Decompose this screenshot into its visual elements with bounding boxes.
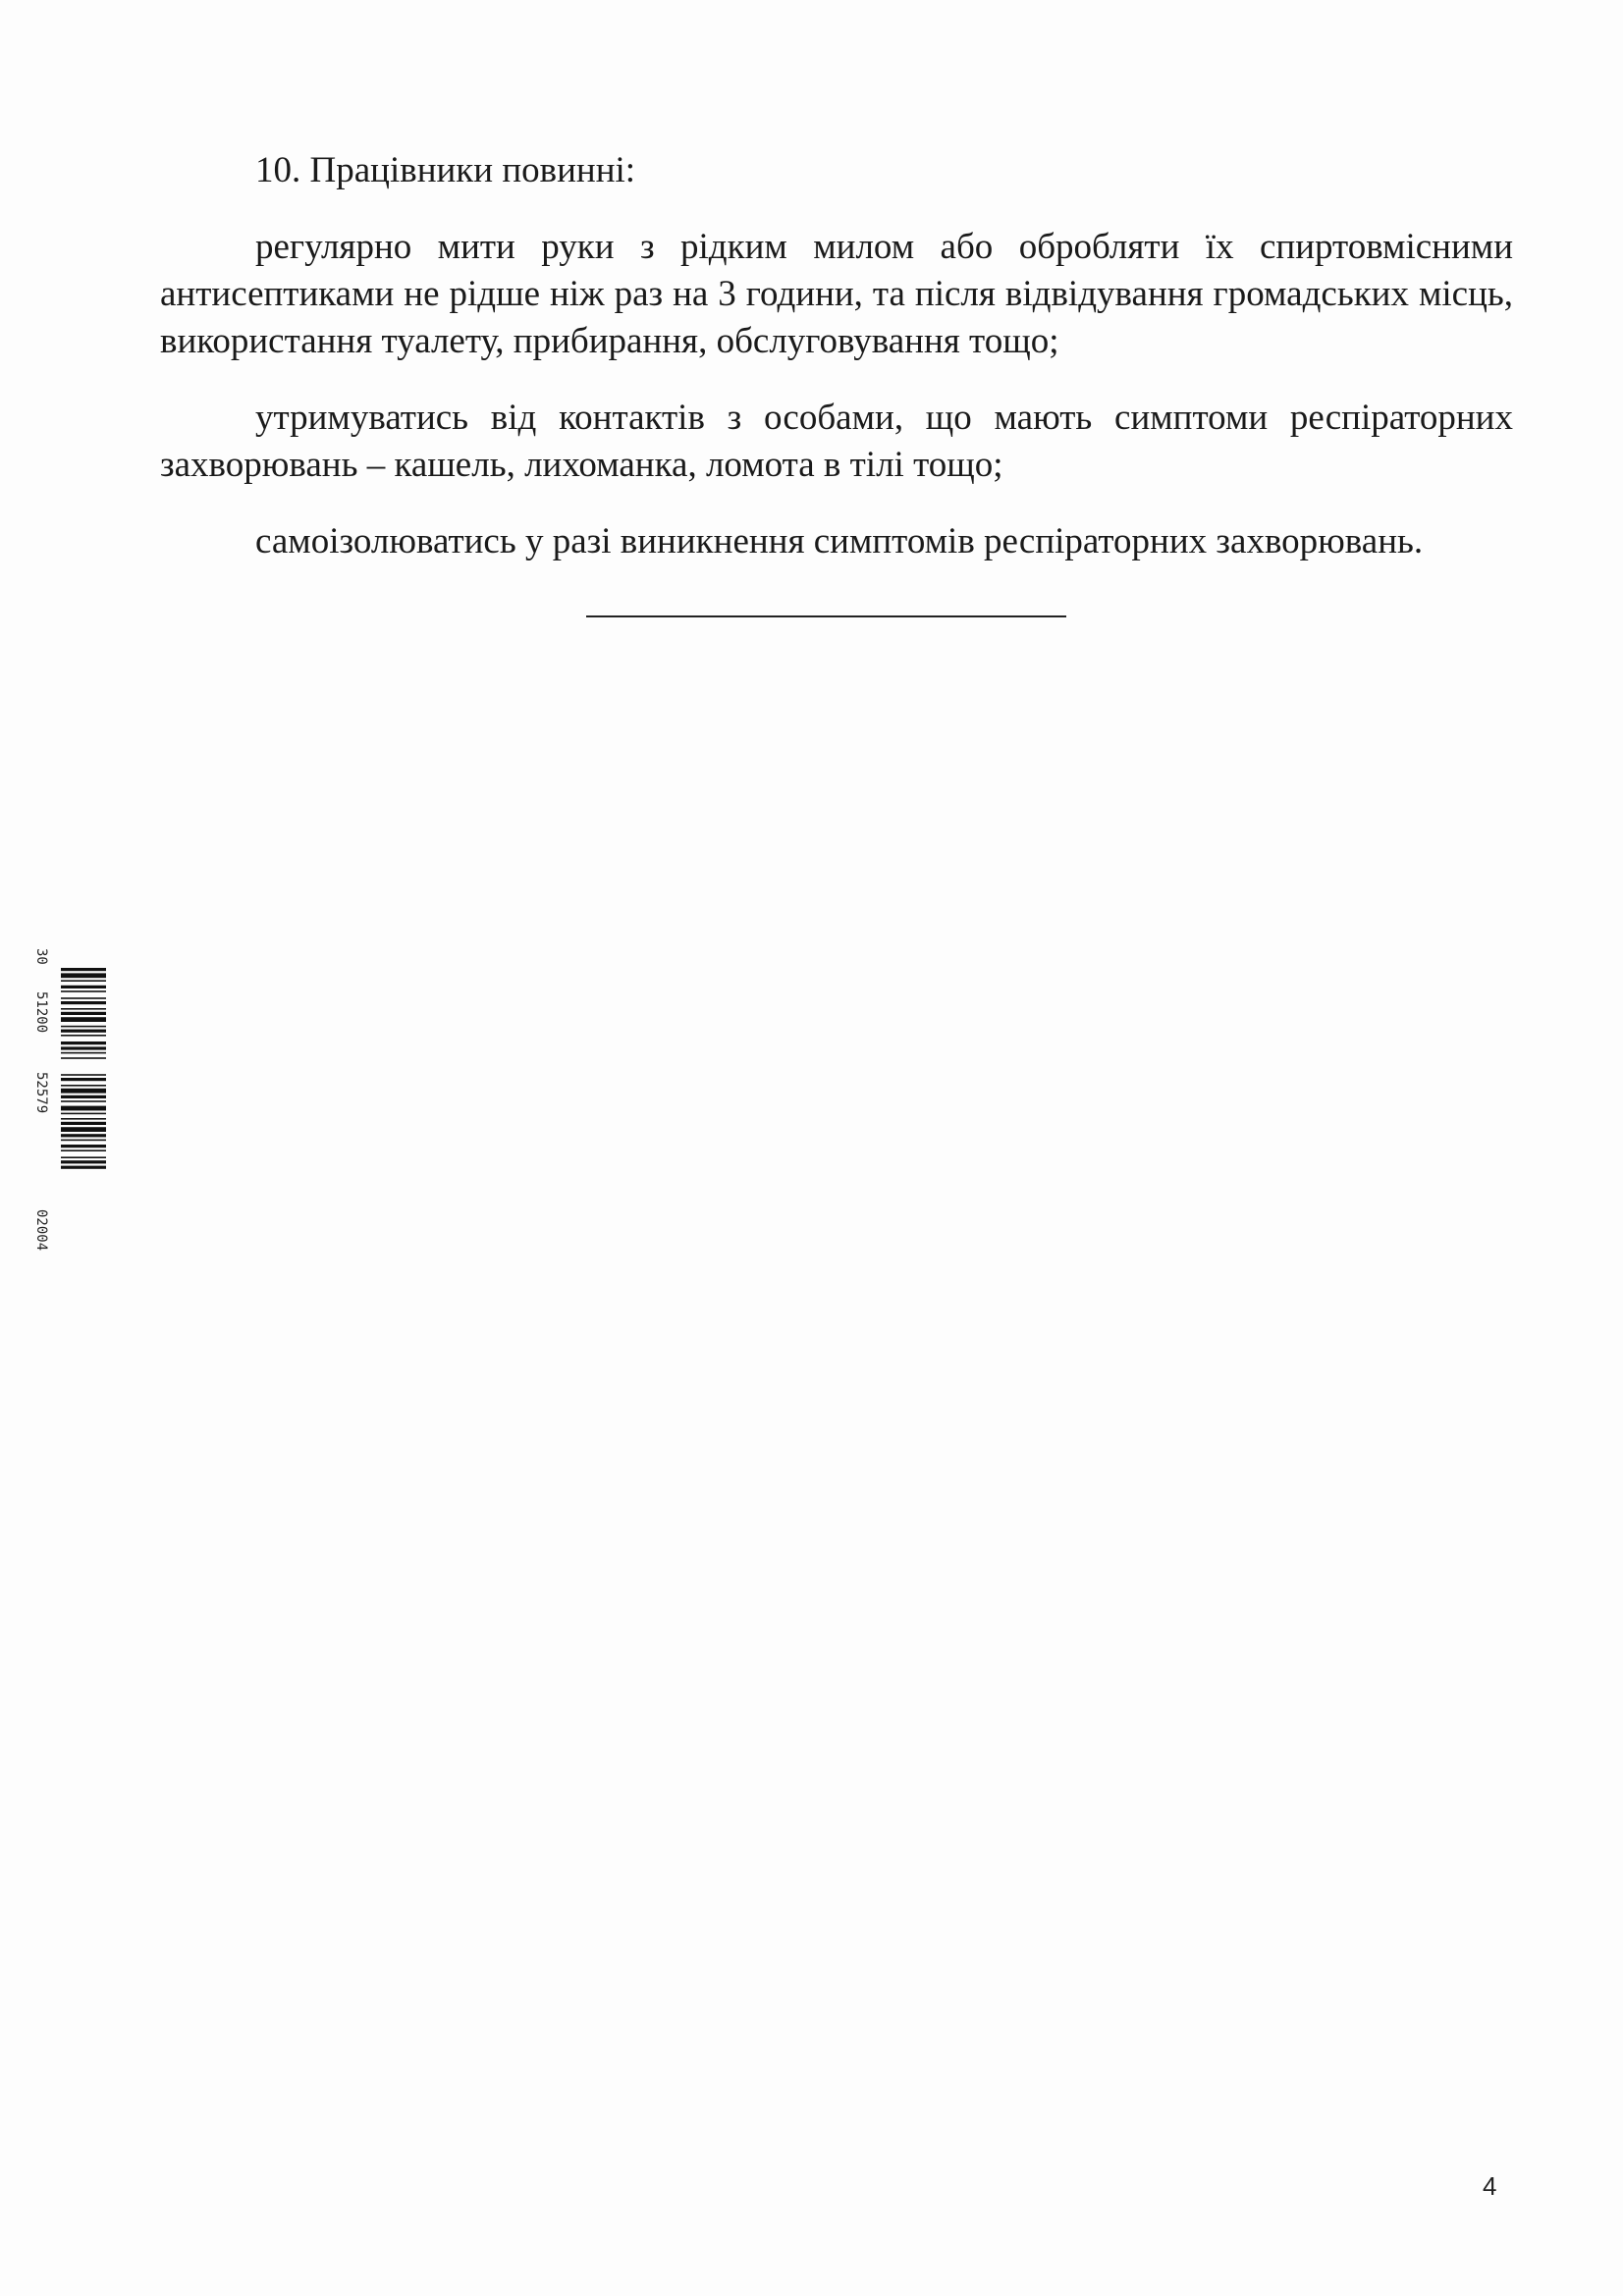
barcode-bar bbox=[61, 1100, 106, 1102]
barcode-bar bbox=[61, 1134, 106, 1137]
barcode-bar bbox=[61, 1078, 106, 1081]
barcode-digits-group-1: 30 bbox=[33, 948, 49, 965]
barcode-bar bbox=[61, 1106, 106, 1111]
barcode-bar bbox=[61, 1085, 106, 1087]
barcode-bar bbox=[61, 1122, 106, 1125]
barcode-bar bbox=[61, 1041, 106, 1044]
page-number: 4 bbox=[1483, 2171, 1497, 2201]
barcode-bar bbox=[61, 1118, 106, 1120]
barcode-bar bbox=[61, 1008, 106, 1010]
barcode-bar bbox=[61, 968, 106, 971]
barcode-bar bbox=[61, 1074, 106, 1076]
barcode-bar bbox=[61, 1140, 106, 1142]
barcode-bar bbox=[61, 1127, 106, 1132]
barcode-bar bbox=[61, 1149, 106, 1151]
barcode-digits-group-3: 52579 bbox=[33, 1072, 49, 1114]
barcode-digits bbox=[33, 948, 49, 1251]
paragraph-hand-washing: регулярно мити руки з рідким милом або обробляти їх спиртовмісними антисептиками не рідше ніж раз на 3 години, та після відвідування громадських місць, використання туалету, прибирання, обслуговування тощо; bbox=[160, 227, 1513, 361]
barcode-bar bbox=[61, 973, 106, 978]
barcode-bar bbox=[61, 1030, 106, 1033]
barcode-bar bbox=[61, 1001, 106, 1004]
end-separator-line bbox=[586, 615, 1066, 617]
section-heading: 10. Працівники повинні: bbox=[255, 150, 636, 190]
paragraph-avoid-contacts: утримуватись від контактів з особами, що мають симптоми респіраторних захворювань – кашель, лихоманка, ломота в тілі тощо; bbox=[160, 398, 1513, 485]
barcode-bar bbox=[61, 1046, 106, 1049]
barcode-bar bbox=[61, 1035, 106, 1037]
barcode-bar bbox=[61, 986, 106, 988]
barcode-bar bbox=[61, 1095, 106, 1098]
barcode-bar bbox=[61, 1012, 106, 1015]
barcode-digits-group-4: 02004 bbox=[33, 1209, 49, 1252]
barcode-bar bbox=[61, 1145, 106, 1148]
barcode bbox=[29, 944, 110, 1288]
barcode-bar bbox=[61, 990, 106, 992]
barcode-bar bbox=[61, 1160, 106, 1163]
barcode-bars bbox=[61, 968, 106, 1169]
barcode-bar bbox=[61, 1156, 106, 1158]
barcode-bar bbox=[61, 1017, 106, 1022]
barcode-bar bbox=[61, 1166, 106, 1169]
barcode-bar bbox=[61, 1057, 106, 1059]
barcode-bar bbox=[61, 1052, 106, 1054]
paragraph-self-isolation: самоізолюватись у разі виникнення симптомів респіраторних захворювань. bbox=[255, 521, 1424, 561]
document-body bbox=[160, 147, 1513, 595]
barcode-bar bbox=[61, 1026, 106, 1028]
barcode-bar bbox=[61, 1089, 106, 1094]
barcode-bar bbox=[61, 997, 106, 999]
barcode-bar bbox=[61, 980, 106, 982]
barcode-bar bbox=[61, 1113, 106, 1115]
barcode-digits-group-2: 51200 bbox=[33, 991, 49, 1034]
